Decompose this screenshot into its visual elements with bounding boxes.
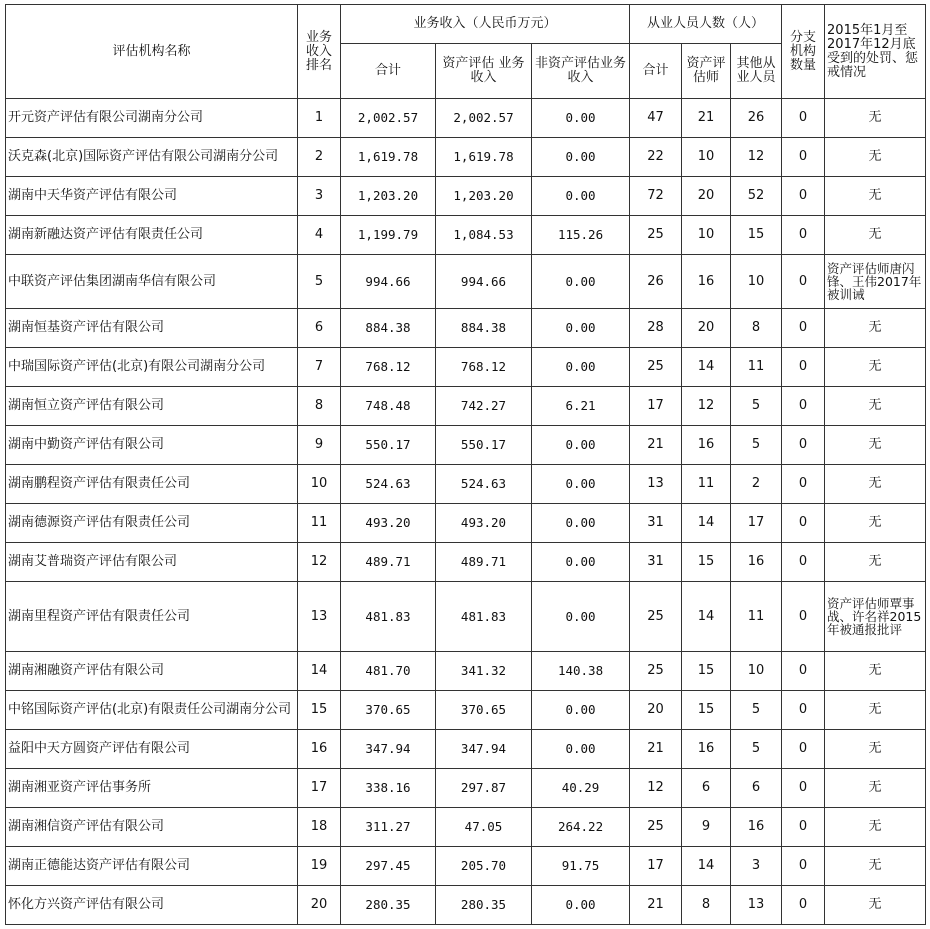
penalties-cell: 无 — [825, 504, 926, 543]
income-total-cell: 994.66 — [341, 255, 436, 309]
income-appraisal-cell: 994.66 — [436, 255, 532, 309]
table-row — [6, 582, 926, 652]
penalties-cell: 无 — [825, 309, 926, 348]
penalties-cell: 无 — [825, 216, 926, 255]
firm-name-cell: 湖南中天华资产评估有限公司 — [6, 177, 298, 216]
staff-total-cell: 25 — [630, 652, 682, 691]
rank-cell: 13 — [298, 582, 341, 652]
income-appraisal-cell: 1,084.53 — [436, 216, 532, 255]
appraisal-firms-table — [5, 4, 926, 925]
income-appraisal-cell: 550.17 — [436, 426, 532, 465]
staff-total-cell: 26 — [630, 255, 682, 309]
income-other-cell: 0.00 — [532, 582, 630, 652]
income-total-cell: 370.65 — [341, 691, 436, 730]
rank-cell: 7 — [298, 348, 341, 387]
rank-cell: 12 — [298, 543, 341, 582]
staff-others-cell: 5 — [731, 387, 782, 426]
income-appraisal-cell: 1,203.20 — [436, 177, 532, 216]
income-appraisal-cell: 47.05 — [436, 808, 532, 847]
branch-count-cell: 0 — [782, 387, 825, 426]
staff-others-cell: 5 — [731, 691, 782, 730]
income-other-cell: 0.00 — [532, 465, 630, 504]
rank-cell: 19 — [298, 847, 341, 886]
staff-others-cell: 6 — [731, 769, 782, 808]
staff-others-cell: 16 — [731, 808, 782, 847]
staff-appraisers-cell: 15 — [682, 691, 731, 730]
staff-total-cell: 25 — [630, 348, 682, 387]
staff-appraisers-cell: 6 — [682, 769, 731, 808]
header-income-group: 业务收入（人民币万元） — [341, 5, 630, 44]
income-other-cell: 0.00 — [532, 730, 630, 769]
staff-appraisers-cell: 9 — [682, 808, 731, 847]
staff-total-cell: 28 — [630, 309, 682, 348]
firm-name-cell: 开元资产评估有限公司湖南分公司 — [6, 99, 298, 138]
income-appraisal-cell: 370.65 — [436, 691, 532, 730]
staff-total-cell: 22 — [630, 138, 682, 177]
income-total-cell: 550.17 — [341, 426, 436, 465]
income-appraisal-cell: 768.12 — [436, 348, 532, 387]
staff-total-cell: 25 — [630, 216, 682, 255]
rank-cell: 20 — [298, 886, 341, 925]
branch-count-cell: 0 — [782, 543, 825, 582]
income-total-cell: 311.27 — [341, 808, 436, 847]
staff-appraisers-cell: 10 — [682, 138, 731, 177]
rank-cell: 14 — [298, 652, 341, 691]
table-row — [6, 652, 926, 691]
penalties-cell: 无 — [825, 543, 926, 582]
firm-name-cell: 湖南湘信资产评估有限公司 — [6, 808, 298, 847]
income-total-cell: 768.12 — [341, 348, 436, 387]
rank-cell: 9 — [298, 426, 341, 465]
table-row — [6, 504, 926, 543]
income-appraisal-cell: 524.63 — [436, 465, 532, 504]
penalties-cell: 无 — [825, 769, 926, 808]
header-income-other: 非资产评估业务收入 — [532, 44, 630, 99]
staff-others-cell: 11 — [731, 348, 782, 387]
income-total-cell: 748.48 — [341, 387, 436, 426]
income-other-cell: 115.26 — [532, 216, 630, 255]
staff-total-cell: 21 — [630, 426, 682, 465]
income-total-cell: 1,199.79 — [341, 216, 436, 255]
staff-appraisers-cell: 16 — [682, 426, 731, 465]
rank-cell: 16 — [298, 730, 341, 769]
staff-appraisers-cell: 15 — [682, 652, 731, 691]
table-row — [6, 886, 926, 925]
penalties-cell: 无 — [825, 847, 926, 886]
firm-name-cell: 湖南德源资产评估有限责任公司 — [6, 504, 298, 543]
staff-appraisers-cell: 16 — [682, 255, 731, 309]
income-other-cell: 0.00 — [532, 255, 630, 309]
penalties-cell: 资产评估师覃事战、许名祥2015年被通报批评 — [825, 582, 926, 652]
staff-others-cell: 15 — [731, 216, 782, 255]
table-row — [6, 465, 926, 504]
branch-count-cell: 0 — [782, 255, 825, 309]
rank-cell: 17 — [298, 769, 341, 808]
penalties-cell: 无 — [825, 426, 926, 465]
income-appraisal-cell: 884.38 — [436, 309, 532, 348]
staff-total-cell: 31 — [630, 543, 682, 582]
income-total-cell: 481.83 — [341, 582, 436, 652]
firm-name-cell: 中联资产评估集团湖南华信有限公司 — [6, 255, 298, 309]
firm-name-cell: 怀化方兴资产评估有限公司 — [6, 886, 298, 925]
income-appraisal-cell: 1,619.78 — [436, 138, 532, 177]
header-staff-group: 从业人员人数（人） — [630, 5, 782, 44]
staff-others-cell: 52 — [731, 177, 782, 216]
income-other-cell: 91.75 — [532, 847, 630, 886]
firm-name-cell: 湖南里程资产评估有限责任公司 — [6, 582, 298, 652]
firm-name-cell: 湖南恒立资产评估有限公司 — [6, 387, 298, 426]
table-row — [6, 769, 926, 808]
branch-count-cell: 0 — [782, 348, 825, 387]
income-appraisal-cell: 481.83 — [436, 582, 532, 652]
income-total-cell: 884.38 — [341, 309, 436, 348]
staff-appraisers-cell: 11 — [682, 465, 731, 504]
table-row — [6, 348, 926, 387]
income-total-cell: 347.94 — [341, 730, 436, 769]
income-appraisal-cell: 493.20 — [436, 504, 532, 543]
staff-others-cell: 13 — [731, 886, 782, 925]
firm-name-cell: 湖南中勤资产评估有限公司 — [6, 426, 298, 465]
rank-cell: 10 — [298, 465, 341, 504]
staff-total-cell: 31 — [630, 504, 682, 543]
staff-total-cell: 13 — [630, 465, 682, 504]
table-row — [6, 99, 926, 138]
staff-others-cell: 3 — [731, 847, 782, 886]
table-header — [6, 5, 926, 99]
income-other-cell: 40.29 — [532, 769, 630, 808]
staff-total-cell: 47 — [630, 99, 682, 138]
income-other-cell: 0.00 — [532, 886, 630, 925]
staff-appraisers-cell: 14 — [682, 847, 731, 886]
penalties-cell: 资产评估师唐闪锋、王伟2017年被训诫 — [825, 255, 926, 309]
staff-appraisers-cell: 20 — [682, 177, 731, 216]
income-other-cell: 0.00 — [532, 177, 630, 216]
staff-total-cell: 21 — [630, 886, 682, 925]
branch-count-cell: 0 — [782, 886, 825, 925]
staff-others-cell: 17 — [731, 504, 782, 543]
branch-count-cell: 0 — [782, 309, 825, 348]
rank-cell: 8 — [298, 387, 341, 426]
income-other-cell: 6.21 — [532, 387, 630, 426]
penalties-cell: 无 — [825, 730, 926, 769]
income-appraisal-cell: 347.94 — [436, 730, 532, 769]
penalties-cell: 无 — [825, 138, 926, 177]
firm-name-cell: 湖南新融达资产评估有限责任公司 — [6, 216, 298, 255]
staff-others-cell: 2 — [731, 465, 782, 504]
table-body — [6, 99, 926, 925]
table-row — [6, 216, 926, 255]
staff-others-cell: 10 — [731, 652, 782, 691]
header-staff-total: 合计 — [630, 44, 682, 99]
staff-total-cell: 25 — [630, 808, 682, 847]
staff-appraisers-cell: 10 — [682, 216, 731, 255]
income-total-cell: 280.35 — [341, 886, 436, 925]
branch-count-cell: 0 — [782, 847, 825, 886]
table-row — [6, 847, 926, 886]
branch-count-cell: 0 — [782, 691, 825, 730]
branch-count-cell: 0 — [782, 504, 825, 543]
branch-count-cell: 0 — [782, 216, 825, 255]
firm-name-cell: 沃克森(北京)国际资产评估有限公司湖南分公司 — [6, 138, 298, 177]
table-row — [6, 426, 926, 465]
income-total-cell: 2,002.57 — [341, 99, 436, 138]
branch-count-cell: 0 — [782, 177, 825, 216]
income-total-cell: 493.20 — [341, 504, 436, 543]
table-row — [6, 177, 926, 216]
staff-others-cell: 5 — [731, 426, 782, 465]
table-row — [6, 543, 926, 582]
rank-cell: 15 — [298, 691, 341, 730]
rank-cell: 18 — [298, 808, 341, 847]
branch-count-cell: 0 — [782, 652, 825, 691]
staff-appraisers-cell: 16 — [682, 730, 731, 769]
income-other-cell: 140.38 — [532, 652, 630, 691]
staff-total-cell: 17 — [630, 847, 682, 886]
table-row — [6, 691, 926, 730]
income-other-cell: 0.00 — [532, 426, 630, 465]
income-other-cell: 0.00 — [532, 543, 630, 582]
penalties-cell: 无 — [825, 348, 926, 387]
staff-appraisers-cell: 14 — [682, 582, 731, 652]
firm-name-cell: 湖南正德能达资产评估有限公司 — [6, 847, 298, 886]
income-other-cell: 0.00 — [532, 99, 630, 138]
rank-cell: 5 — [298, 255, 341, 309]
income-total-cell: 489.71 — [341, 543, 436, 582]
penalties-cell: 无 — [825, 177, 926, 216]
income-appraisal-cell: 489.71 — [436, 543, 532, 582]
staff-total-cell: 72 — [630, 177, 682, 216]
rank-cell: 2 — [298, 138, 341, 177]
header-firm-name: 评估机构名称 — [6, 5, 298, 99]
income-total-cell: 524.63 — [341, 465, 436, 504]
income-appraisal-cell: 742.27 — [436, 387, 532, 426]
staff-total-cell: 21 — [630, 730, 682, 769]
branch-count-cell: 0 — [782, 99, 825, 138]
table-row — [6, 730, 926, 769]
income-other-cell: 0.00 — [532, 348, 630, 387]
income-total-cell: 481.70 — [341, 652, 436, 691]
penalties-cell: 无 — [825, 465, 926, 504]
penalties-cell: 无 — [825, 691, 926, 730]
staff-others-cell: 11 — [731, 582, 782, 652]
staff-appraisers-cell: 21 — [682, 99, 731, 138]
staff-others-cell: 26 — [731, 99, 782, 138]
staff-others-cell: 10 — [731, 255, 782, 309]
income-appraisal-cell: 341.32 — [436, 652, 532, 691]
income-other-cell: 0.00 — [532, 309, 630, 348]
income-appraisal-cell: 280.35 — [436, 886, 532, 925]
firm-name-cell: 湖南湘融资产评估有限公司 — [6, 652, 298, 691]
staff-others-cell: 12 — [731, 138, 782, 177]
rank-cell: 1 — [298, 99, 341, 138]
table-row — [6, 138, 926, 177]
penalties-cell: 无 — [825, 886, 926, 925]
income-other-cell: 0.00 — [532, 504, 630, 543]
penalties-cell: 无 — [825, 652, 926, 691]
firm-name-cell: 湖南艾普瑞资产评估有限公司 — [6, 543, 298, 582]
staff-others-cell: 5 — [731, 730, 782, 769]
penalties-cell: 无 — [825, 808, 926, 847]
income-appraisal-cell: 297.87 — [436, 769, 532, 808]
branch-count-cell: 0 — [782, 465, 825, 504]
staff-total-cell: 17 — [630, 387, 682, 426]
firm-name-cell: 湖南鹏程资产评估有限责任公司 — [6, 465, 298, 504]
staff-appraisers-cell: 14 — [682, 504, 731, 543]
table-row — [6, 808, 926, 847]
firm-name-cell: 湖南湘亚资产评估事务所 — [6, 769, 298, 808]
rank-cell: 11 — [298, 504, 341, 543]
income-total-cell: 1,203.20 — [341, 177, 436, 216]
header-staff-appraisers: 资产评估师 — [682, 44, 731, 99]
income-total-cell: 297.45 — [341, 847, 436, 886]
rank-cell: 3 — [298, 177, 341, 216]
staff-appraisers-cell: 14 — [682, 348, 731, 387]
header-branch-count: 分支机构数量 — [782, 5, 825, 99]
staff-total-cell: 12 — [630, 769, 682, 808]
income-total-cell: 1,619.78 — [341, 138, 436, 177]
firm-name-cell: 中铭国际资产评估(北京)有限责任公司湖南分公司 — [6, 691, 298, 730]
income-appraisal-cell: 205.70 — [436, 847, 532, 886]
staff-appraisers-cell: 12 — [682, 387, 731, 426]
firm-name-cell: 湖南恒基资产评估有限公司 — [6, 309, 298, 348]
table-row — [6, 387, 926, 426]
branch-count-cell: 0 — [782, 808, 825, 847]
header-income-appraisal: 资产评估 业务收入 — [436, 44, 532, 99]
branch-count-cell: 0 — [782, 138, 825, 177]
income-other-cell: 0.00 — [532, 138, 630, 177]
staff-appraisers-cell: 15 — [682, 543, 731, 582]
income-total-cell: 338.16 — [341, 769, 436, 808]
penalties-cell: 无 — [825, 99, 926, 138]
rank-cell: 4 — [298, 216, 341, 255]
table-row — [6, 255, 926, 309]
staff-appraisers-cell: 8 — [682, 886, 731, 925]
staff-total-cell: 20 — [630, 691, 682, 730]
staff-appraisers-cell: 20 — [682, 309, 731, 348]
table-row — [6, 309, 926, 348]
branch-count-cell: 0 — [782, 769, 825, 808]
income-other-cell: 0.00 — [532, 691, 630, 730]
header-income-total: 合计 — [341, 44, 436, 99]
firm-name-cell: 中瑞国际资产评估(北京)有限公司湖南分公司 — [6, 348, 298, 387]
header-staff-others: 其他从业人员 — [731, 44, 782, 99]
header-penalties: 2015年1月至2017年12月底受到的处罚、惩戒情况 — [825, 5, 926, 99]
branch-count-cell: 0 — [782, 582, 825, 652]
penalties-cell: 无 — [825, 387, 926, 426]
income-appraisal-cell: 2,002.57 — [436, 99, 532, 138]
staff-others-cell: 8 — [731, 309, 782, 348]
header-income-rank: 业务收入排名 — [298, 5, 341, 99]
staff-others-cell: 16 — [731, 543, 782, 582]
branch-count-cell: 0 — [782, 730, 825, 769]
income-other-cell: 264.22 — [532, 808, 630, 847]
rank-cell: 6 — [298, 309, 341, 348]
staff-total-cell: 25 — [630, 582, 682, 652]
branch-count-cell: 0 — [782, 426, 825, 465]
firm-name-cell: 益阳中天方圆资产评估有限公司 — [6, 730, 298, 769]
